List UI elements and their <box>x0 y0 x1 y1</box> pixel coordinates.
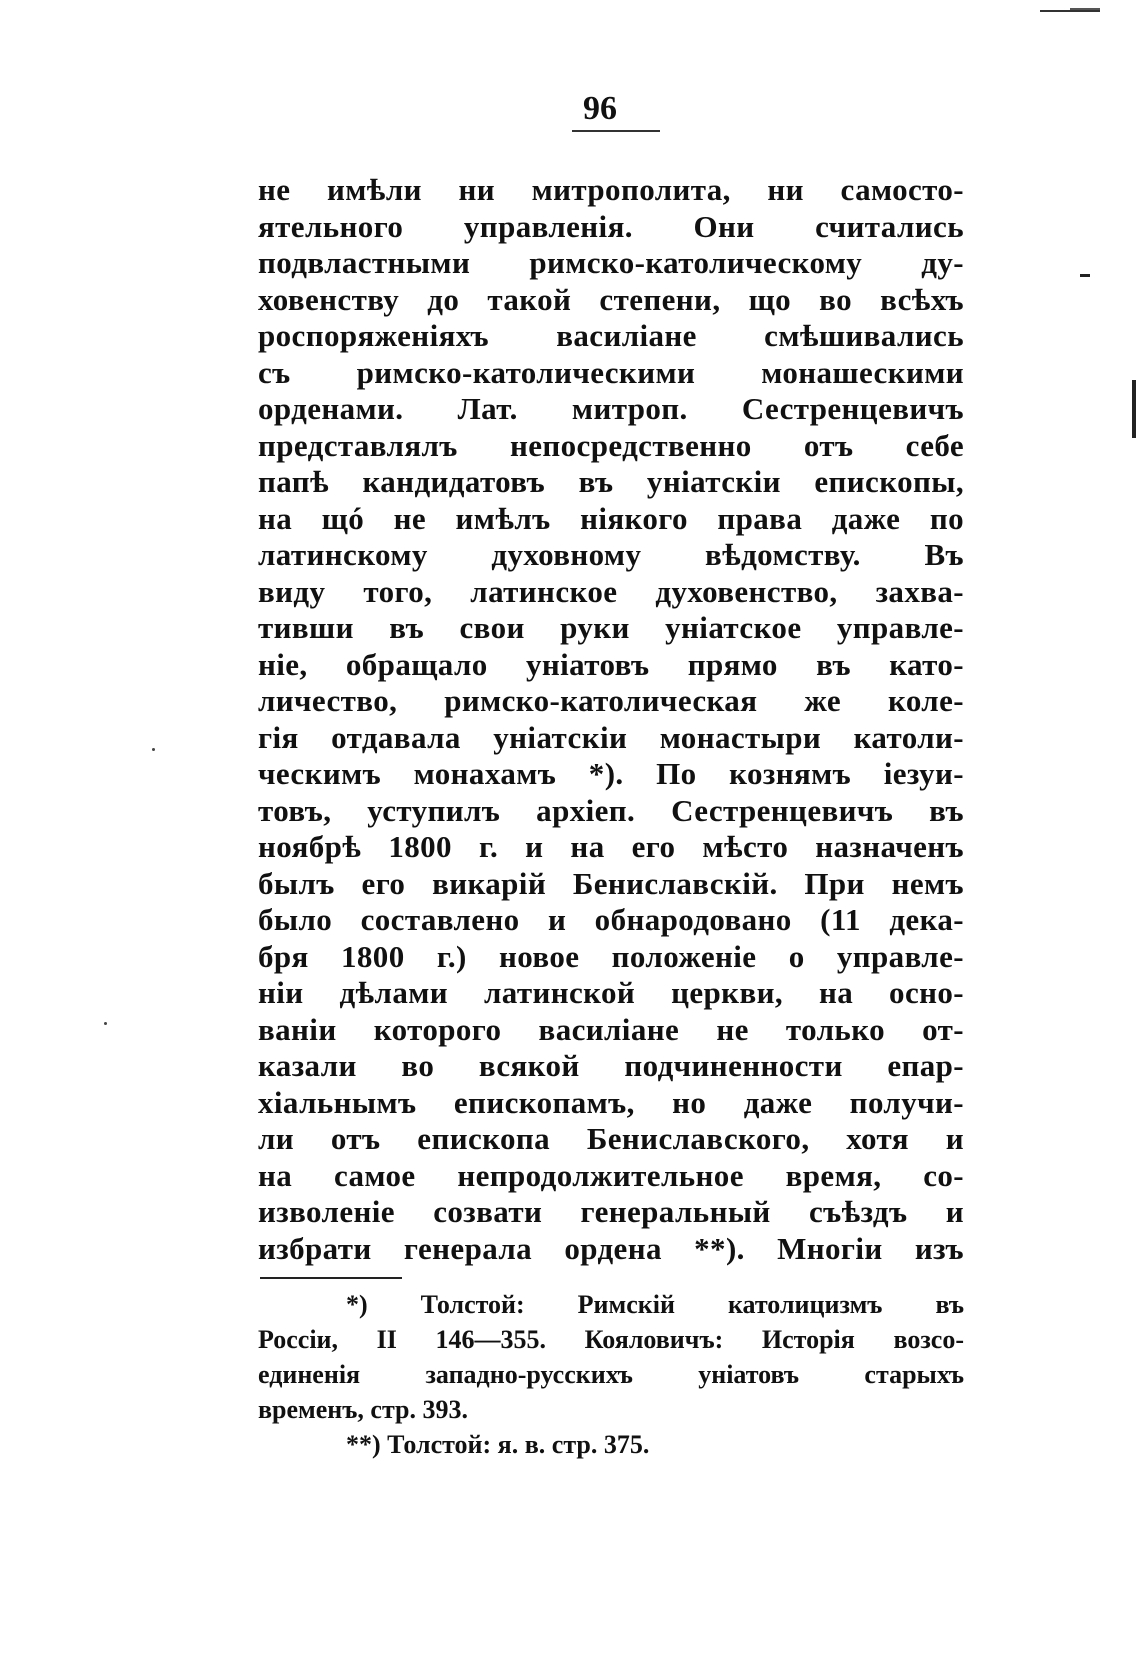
body-line: ли отъ епископа Бениславского, хотя и <box>258 1121 964 1156</box>
scan-speck <box>104 1022 107 1025</box>
body-line: съ римско-католическими монашескими <box>258 354 964 390</box>
body-line: хіальнымъ епископамъ, но даже получи- <box>258 1084 964 1120</box>
body-line: роспоряженіяхъ василіане смѣшивались <box>258 318 964 353</box>
scan-speck <box>152 748 155 751</box>
body-line: латинскому духовному вѣдомству. Въ <box>258 537 964 572</box>
footnotes <box>258 1287 964 1462</box>
body-line: виду того, латинское духовенство, захва- <box>258 573 964 609</box>
body-line: на самое непродолжительное время, со- <box>258 1157 964 1193</box>
body-line: было составлено и обнародовано (11 дека- <box>258 902 964 937</box>
body-line: ятельного управленія. Они считались <box>258 208 964 244</box>
body-line: казали во всякой подчиненности епар- <box>258 1048 964 1083</box>
margin-dash-mark <box>1080 274 1090 277</box>
body-line: ваніи которого василіане не только от- <box>258 1011 964 1047</box>
footnote-1-line: Россіи, II 146—355. Кояловичъ: Исторія возсо- <box>258 1325 964 1354</box>
body-line: орденами. Лат. митроп. Сестренцевичъ <box>258 391 964 426</box>
body-line: представлялъ непосредственно отъ себе <box>258 427 964 463</box>
body-line: избрати генерала ордена **). Многіи изъ <box>258 1230 964 1266</box>
footnote-2-line: **) Толстой: я. в. стр. 375. <box>346 1430 650 1459</box>
scan-corner-mark <box>1040 0 1100 12</box>
body-line: тивши въ свои руки уніатское управле- <box>258 610 964 645</box>
body-line: былъ его викарій Бениславскій. При немъ <box>258 865 964 901</box>
footnote-1-line: единенія западно-русскихъ уніатовъ старыхъ <box>258 1360 964 1389</box>
body-line: папѣ кандидатовъ въ уніатскіи епископы, <box>258 464 964 499</box>
body-line: не имѣли ни митрополита, ни самосто- <box>258 172 964 207</box>
body-line: товъ, уступилъ архіеп. Сестренцевичъ въ <box>258 792 964 828</box>
body-line: гія отдавала уніатскіи монастыри католи- <box>258 719 964 755</box>
body-line: личество, римско-католическая же коле- <box>258 683 964 718</box>
header-rule <box>572 130 660 132</box>
body-line: ніе, обращало уніатовъ прямо въ като- <box>258 646 964 682</box>
body-line: ніи дѣлами латинской церкви, на осно- <box>258 975 964 1010</box>
body-text <box>258 172 964 1267</box>
body-line: изволеніе созвати генеральный съѣздъ и <box>258 1194 964 1229</box>
page-number: 96 <box>583 90 617 127</box>
footnote-1-line: *) Толстой: Римскій католицизмъ въ <box>346 1290 964 1319</box>
footnote-rule <box>260 1277 402 1279</box>
body-line: бря 1800 г.) новое положеніе о управле- <box>258 938 964 974</box>
body-line: ховенству до такой степени, що во всѣхъ <box>258 281 964 317</box>
margin-bar-mark <box>1132 380 1136 438</box>
body-line: на щó не имѣлъ ніякого права даже по <box>258 500 964 536</box>
body-line: ноябрѣ 1800 г. и на его мѣсто назначенъ <box>258 829 964 864</box>
body-line: ческимъ монахамъ *). По кознямъ іезуи- <box>258 756 964 791</box>
footnote-1-line: временъ, стр. 393. <box>258 1395 469 1424</box>
body-line: подвластными римско-католическому ду- <box>258 245 964 280</box>
